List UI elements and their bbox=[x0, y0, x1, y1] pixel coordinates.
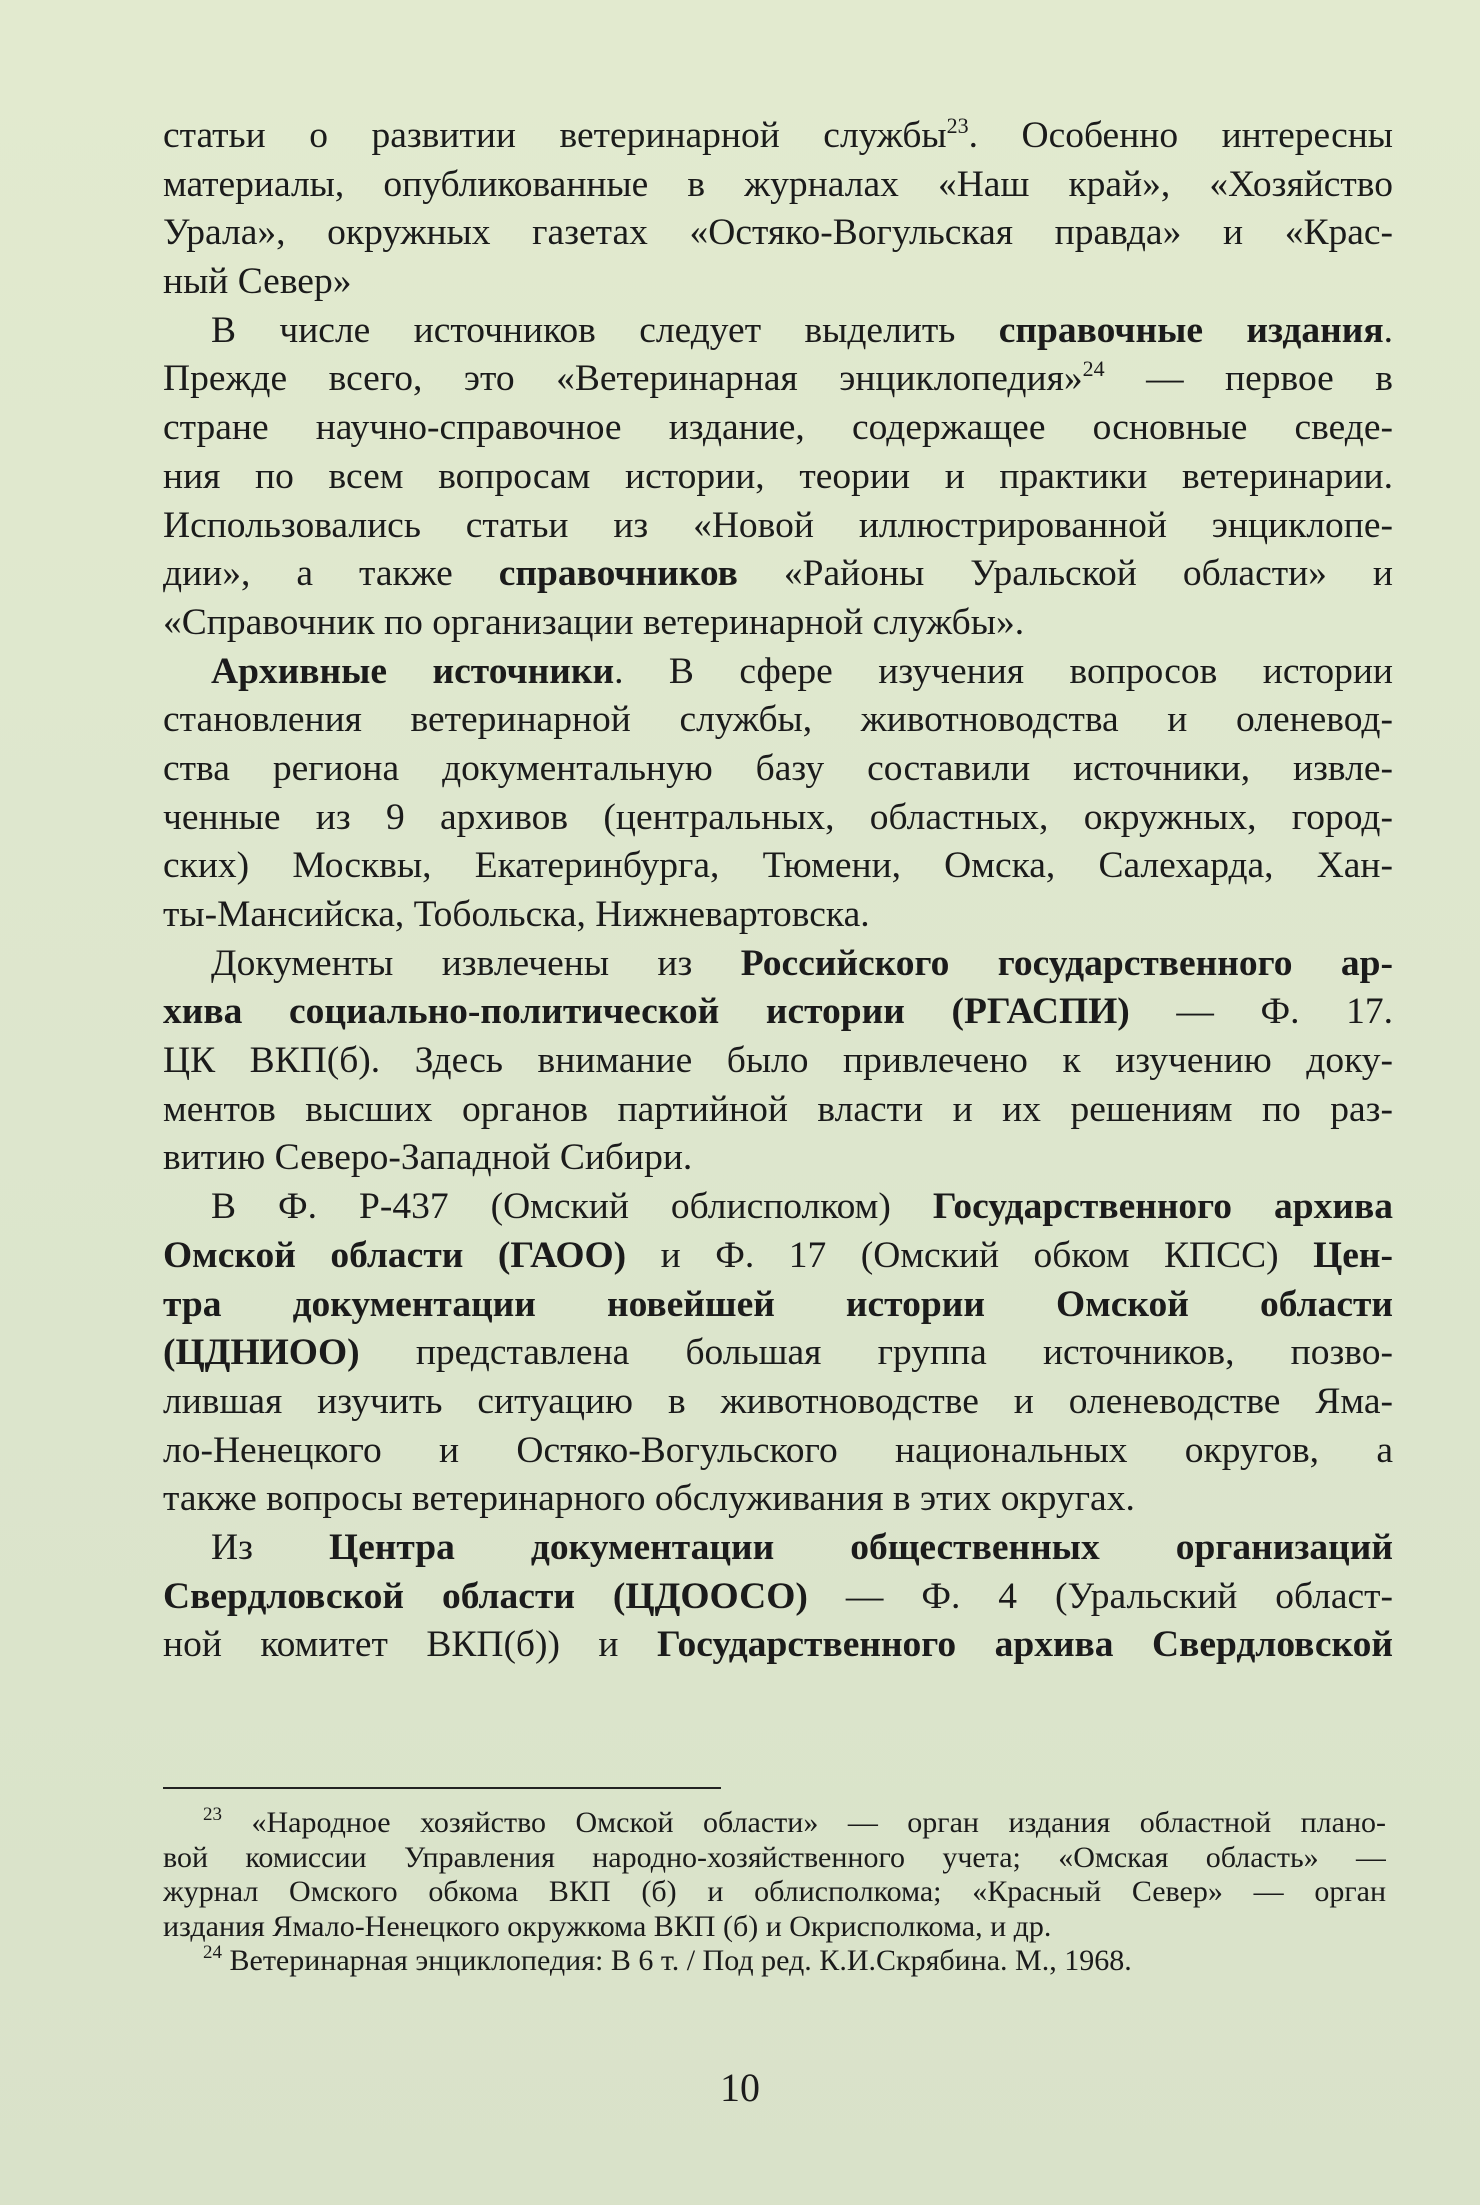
text-line bbox=[163, 1427, 1393, 1476]
text-run: ной комитет ВКП(б)) и bbox=[163, 1624, 657, 1666]
text-run: Из bbox=[211, 1526, 329, 1568]
text-run: журнал Омского обкома ВКП (б) и облисполкома; «Красный Север» — орган bbox=[163, 1875, 1386, 1908]
text-run: — первое в bbox=[1104, 358, 1393, 400]
text-line bbox=[163, 307, 1393, 356]
text-line bbox=[163, 1232, 1393, 1281]
text-run: Использовались статьи из «Новой иллюстрированной энциклопе- bbox=[163, 504, 1393, 546]
text-run: издания Ямало-Ненецкого окружкома ВКП (б) и Окрисполкома, и др. bbox=[163, 1909, 1052, 1943]
main-text bbox=[163, 112, 1393, 1670]
text-run: статьи о развитии ветеринарной службы bbox=[163, 115, 947, 156]
text-line bbox=[163, 1329, 1393, 1378]
text-run: — Ф. 4 (Уральский област- bbox=[807, 1575, 1393, 1617]
text-run: становления ветеринарной службы, животноводства и оленевод- bbox=[163, 699, 1393, 741]
text-run: материалы, опубликованные в журналах «Наш край», «Хозяйство bbox=[163, 163, 1393, 205]
footnote-separator bbox=[163, 1787, 721, 1789]
text-run: вой комиссии Управления народно-хозяйственного учета; «Омская область» — bbox=[163, 1840, 1386, 1874]
bold-text: Государственного архива bbox=[932, 1186, 1393, 1228]
text-line bbox=[163, 940, 1393, 989]
bold-text: Российского государственного ар- bbox=[740, 942, 1393, 984]
page-number: 10 bbox=[720, 2065, 760, 2110]
text-run: . Особенно интересны bbox=[968, 115, 1393, 156]
footnotes bbox=[163, 1806, 1386, 1979]
text-run: также вопросы ветеринарного обслуживания в этих округах. bbox=[163, 1478, 1135, 1520]
bold-text: Цен- bbox=[1313, 1234, 1393, 1276]
text-line bbox=[163, 891, 1393, 940]
text-run: Документы извлечены из bbox=[211, 942, 741, 984]
text-run: и Ф. 17 (Омский обком КПСС) bbox=[626, 1234, 1314, 1276]
text-run: Урала», окружных газетах «Остяко-Вогульская правда» и «Крас- bbox=[163, 212, 1393, 254]
text-line bbox=[163, 696, 1393, 745]
footnote-ref: 24 bbox=[203, 1944, 222, 1963]
text-line bbox=[163, 355, 1393, 404]
text-line bbox=[163, 794, 1393, 843]
text-line bbox=[163, 112, 1393, 161]
footnote-line bbox=[163, 1910, 1386, 1945]
footnote-line bbox=[163, 1806, 1386, 1841]
text-run: . bbox=[1383, 309, 1393, 351]
text-run: . В сфере изучения вопросов истории bbox=[614, 650, 1393, 692]
text-run: витию Северо-Западной Сибири. bbox=[163, 1137, 693, 1179]
text-run: ло-Ненецкого и Остяко-Вогульского национальных округов, а bbox=[163, 1429, 1393, 1471]
text-line bbox=[163, 1281, 1393, 1330]
text-line bbox=[163, 1183, 1393, 1232]
text-line bbox=[163, 1378, 1393, 1427]
text-line bbox=[163, 1621, 1393, 1670]
text-line bbox=[163, 404, 1393, 453]
text-run: лившая изучить ситуацию в животноводстве и оленеводстве Яма- bbox=[163, 1380, 1393, 1422]
text-line bbox=[163, 1573, 1393, 1622]
text-run: ченные из 9 архивов (центральных, областных, окружных, город- bbox=[163, 796, 1393, 838]
text-line bbox=[163, 842, 1393, 891]
text-line bbox=[163, 988, 1393, 1037]
text-run: ния по всем вопросам истории, теории и практики ветеринарии. bbox=[163, 455, 1393, 497]
text-run: В числе источников следует выделить bbox=[211, 309, 999, 351]
footnote-ref: 23 bbox=[946, 113, 969, 138]
footnote-ref: 24 bbox=[1082, 356, 1105, 382]
text-line bbox=[163, 258, 1393, 307]
text-run: «Справочник по организации ветеринарной службы». bbox=[163, 601, 1025, 643]
bold-text: Архивные источники bbox=[211, 650, 615, 692]
text-line bbox=[163, 453, 1393, 502]
text-run: «Народное хозяйство Омской области» — орган издания областной плано- bbox=[222, 1806, 1386, 1839]
text-line bbox=[163, 1475, 1393, 1524]
text-run: дии», а также bbox=[163, 553, 499, 595]
text-run: ты-Мансийска, Тобольска, Нижневартовска. bbox=[163, 894, 870, 935]
text-run: представлена большая группа источников, позво- bbox=[359, 1332, 1393, 1374]
text-run: «Районы Уральской области» и bbox=[737, 553, 1393, 595]
text-run: Прежде всего, это «Ветеринарная энциклопедия» bbox=[163, 358, 1083, 400]
text-line bbox=[163, 161, 1393, 210]
text-line bbox=[163, 209, 1393, 258]
text-line bbox=[163, 1524, 1393, 1573]
footnote-line bbox=[163, 1841, 1386, 1876]
text-run: стране научно-справочное издание, содержащее основные сведе- bbox=[163, 407, 1393, 449]
text-run: ских) Москвы, Екатеринбурга, Тюмени, Омска, Салехарда, Хан- bbox=[163, 845, 1393, 887]
text-run: ЦК ВКП(б). Здесь внимание было привлечено к изучению доку- bbox=[163, 1040, 1393, 1082]
text-line bbox=[163, 599, 1393, 648]
bold-text: справочников bbox=[498, 553, 738, 595]
text-run: — Ф. 17. bbox=[1129, 991, 1393, 1033]
text-run: ства региона документальную базу составили источники, извле- bbox=[163, 747, 1393, 789]
text-line bbox=[163, 1134, 1393, 1183]
text-run: ный Север» bbox=[163, 261, 352, 303]
text-line bbox=[163, 1086, 1393, 1135]
text-run: Ветеринарная энциклопедия: В 6 т. / Под ред. К.И.Скрябина. М., 1968. bbox=[222, 1944, 1132, 1977]
text-line bbox=[163, 1037, 1393, 1086]
footnote-ref: 23 bbox=[203, 1806, 222, 1825]
text-line bbox=[163, 502, 1393, 551]
footnote-line bbox=[163, 1875, 1386, 1910]
text-line bbox=[163, 648, 1393, 697]
bold-text: справочные издания bbox=[998, 309, 1384, 351]
bold-text: тра документации новейшей истории Омской области bbox=[163, 1283, 1393, 1325]
text-run: ментов высших органов партийной власти и их решениям по раз- bbox=[163, 1088, 1393, 1130]
bold-text: хива социально-политической истории (РГАСПИ) bbox=[163, 991, 1130, 1033]
text-run: В Ф. Р-437 (Омский облисполком) bbox=[211, 1186, 933, 1228]
footnote-line bbox=[163, 1944, 1386, 1979]
text-line bbox=[163, 550, 1393, 599]
bold-text: (ЦДНИОО) bbox=[163, 1332, 360, 1374]
bold-text: Государственного архива Свердловской bbox=[656, 1624, 1393, 1666]
text-line bbox=[163, 745, 1393, 794]
bold-text: Свердловской области (ЦДООСО) bbox=[163, 1575, 808, 1617]
bold-text: Центра документации общественных организаций bbox=[328, 1526, 1393, 1568]
bold-text: Омской области (ГАОО) bbox=[163, 1234, 627, 1276]
